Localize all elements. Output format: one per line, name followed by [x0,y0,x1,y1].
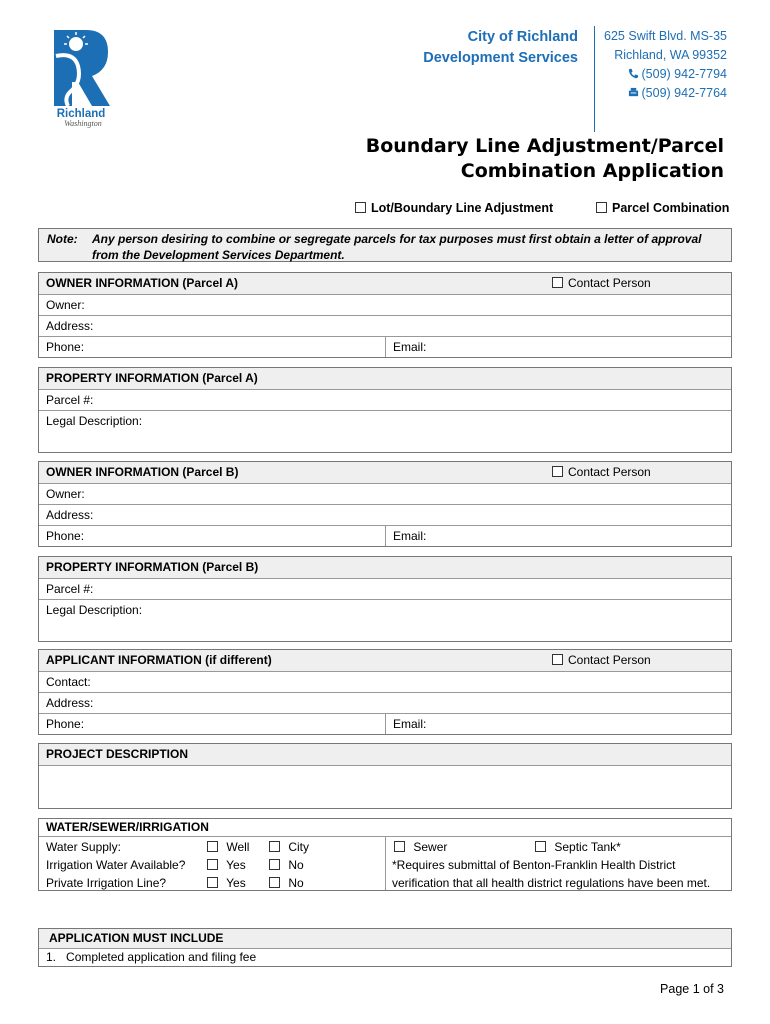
must-include-header [39,929,731,948]
fax-number: (509) 942-7764 [641,86,727,100]
owner-b-phone-field[interactable]: Phone: [46,529,85,543]
project-header [39,744,731,765]
must-include-title: APPLICATION MUST INCLUDE [49,931,224,945]
irrigation-no-option[interactable] [269,856,304,874]
water-title: WATER/SEWER/IRRIGATION [46,820,209,834]
owner-label: Owner: [46,298,85,312]
contact-person-label: Contact Person [568,465,651,479]
parcel-label: Parcel #: [46,582,94,596]
phone-icon [628,68,639,79]
address-label: Address: [46,696,94,710]
must-include-section [38,928,732,967]
water-divider [385,837,386,890]
note-label: Note: [47,232,78,246]
property-b-title: PROPERTY INFORMATION (Parcel B) [46,560,259,574]
owner-a-contact-option[interactable] [552,273,651,293]
applicant-contact-field[interactable] [39,671,731,692]
water-body [39,836,731,890]
fax-icon [628,87,639,98]
property-b-section [38,556,732,642]
parcel-combination-option[interactable] [596,201,729,215]
property-a-parcel-field[interactable] [39,389,731,410]
org-line2: Development Services [423,50,578,66]
applicant-contact-checkbox[interactable] [552,654,563,665]
phone-line [597,65,727,84]
contact-person-label: Contact Person [568,276,651,290]
private-no-option[interactable] [269,874,304,892]
owner-b-title: OWNER INFORMATION (Parcel B) [46,465,239,479]
septic-checkbox[interactable] [535,841,546,852]
applicant-contact-row [39,713,731,734]
septic-option[interactable] [535,838,621,856]
parcel-combination-checkbox[interactable] [596,202,607,213]
contact-person-label: Contact Person [568,653,651,667]
project-title: PROJECT DESCRIPTION [46,747,189,761]
address-label: Address: [46,508,94,522]
owner-b-contact-option[interactable] [552,462,651,482]
private-yes-option[interactable] [207,874,246,892]
address-line1: 625 Swift Blvd. MS-35 [604,29,727,43]
applicant-contact-option[interactable] [552,650,651,670]
owner-a-header [39,273,731,294]
irrigation-yes-checkbox[interactable] [207,859,218,870]
sewer-option[interactable] [394,838,447,856]
owner-b-header [39,462,731,483]
no-label: No [288,876,304,890]
septic-note: *Requires submittal of Benton-Franklin Health District verification that all health district regulations have been met. [392,858,711,890]
owner-b-address-field[interactable] [39,504,731,525]
applicant-title: APPLICANT INFORMATION (if different) [46,653,272,667]
organization-name [423,27,578,69]
legal-description-label: Legal Description: [46,414,143,428]
yes-label: Yes [226,858,246,872]
fax-line [597,84,727,103]
applicant-phone-field[interactable]: Phone: [46,717,85,731]
title-line1: Boundary Line Adjustment/Parcel [365,135,724,157]
owner-a-address-field[interactable] [39,315,731,336]
property-b-parcel-field[interactable] [39,578,731,599]
note-box [38,228,732,262]
applicant-header [39,650,731,671]
contact-address [597,27,727,103]
well-option[interactable] [207,838,249,856]
project-description-field[interactable] [39,765,731,808]
owner-b-email-field[interactable]: Email: [385,526,426,546]
owner-a-owner-field[interactable] [39,294,731,315]
no-label: No [288,858,304,872]
private-yes-checkbox[interactable] [207,877,218,888]
applicant-section [38,649,732,735]
parcel-combination-label: Parcel Combination [612,201,730,215]
well-checkbox[interactable] [207,841,218,852]
lot-boundary-checkbox[interactable] [355,202,366,213]
water-section [38,818,732,891]
owner-b-owner-field[interactable] [39,483,731,504]
note-text: Any person desiring to combine or segregate parcels for tax purposes must first obtain a letter of approval from the Development Services Department. [92,232,702,262]
irrigation-no-checkbox[interactable] [269,859,280,870]
address-label: Address: [46,319,94,333]
property-a-title: PROPERTY INFORMATION (Parcel A) [46,371,258,385]
project-section [38,743,732,809]
irrigation-available-label: Irrigation Water Available? [46,858,186,872]
org-line1: City of Richland [467,29,578,45]
septic-label: Septic Tank* [554,840,621,854]
city-option[interactable] [269,838,309,856]
owner-b-contact-checkbox[interactable] [552,466,563,477]
title-line2: Combination Application [460,160,724,182]
owner-a-title: OWNER INFORMATION (Parcel A) [46,276,239,290]
must-include-item-1 [39,948,731,966]
private-irrigation-label: Private Irrigation Line? [46,876,167,890]
applicant-address-field[interactable] [39,692,731,713]
property-b-legal-field[interactable] [39,599,731,641]
irrigation-yes-option[interactable] [207,856,246,874]
property-a-header [39,368,731,389]
owner-a-phone-field[interactable]: Phone: [46,340,85,354]
owner-a-contact-row [39,336,731,357]
page-number: Page 1 of 3 [660,982,724,996]
richland-logo [48,26,114,128]
sewer-label: Sewer [413,840,448,854]
city-checkbox[interactable] [269,841,280,852]
owner-b-contact-row [39,525,731,546]
owner-a-email-field[interactable]: Email: [385,337,426,357]
applicant-email-field[interactable]: Email: [385,714,426,734]
lot-boundary-label: Lot/Boundary Line Adjustment [371,201,554,215]
logo-subtext: Washington [64,119,102,128]
owner-a-section [38,272,732,358]
water-supply-label: Water Supply: [46,840,121,854]
owner-label: Owner: [46,487,85,501]
sewer-checkbox[interactable] [394,841,405,852]
water-header [39,819,731,836]
city-label: City [288,840,310,854]
lot-boundary-option[interactable] [355,201,553,215]
parcel-label: Parcel #: [46,393,94,407]
item-text: Completed application and filing fee [66,950,257,964]
property-b-header [39,557,731,578]
yes-label: Yes [226,876,246,890]
well-label: Well [226,840,250,854]
owner-b-section [38,461,732,547]
property-a-section [38,367,732,453]
logo-text: Richland [56,108,106,120]
private-no-checkbox[interactable] [269,877,280,888]
address-line2: Richland, WA 99352 [614,48,727,62]
item-number: 1. [46,950,57,964]
header-divider [594,26,595,132]
page-title [366,134,724,184]
contact-label: Contact: [46,675,91,689]
legal-description-label: Legal Description: [46,603,143,617]
property-a-legal-field[interactable] [39,410,731,452]
phone-number: (509) 942-7794 [641,67,727,81]
owner-a-contact-checkbox[interactable] [552,277,563,288]
